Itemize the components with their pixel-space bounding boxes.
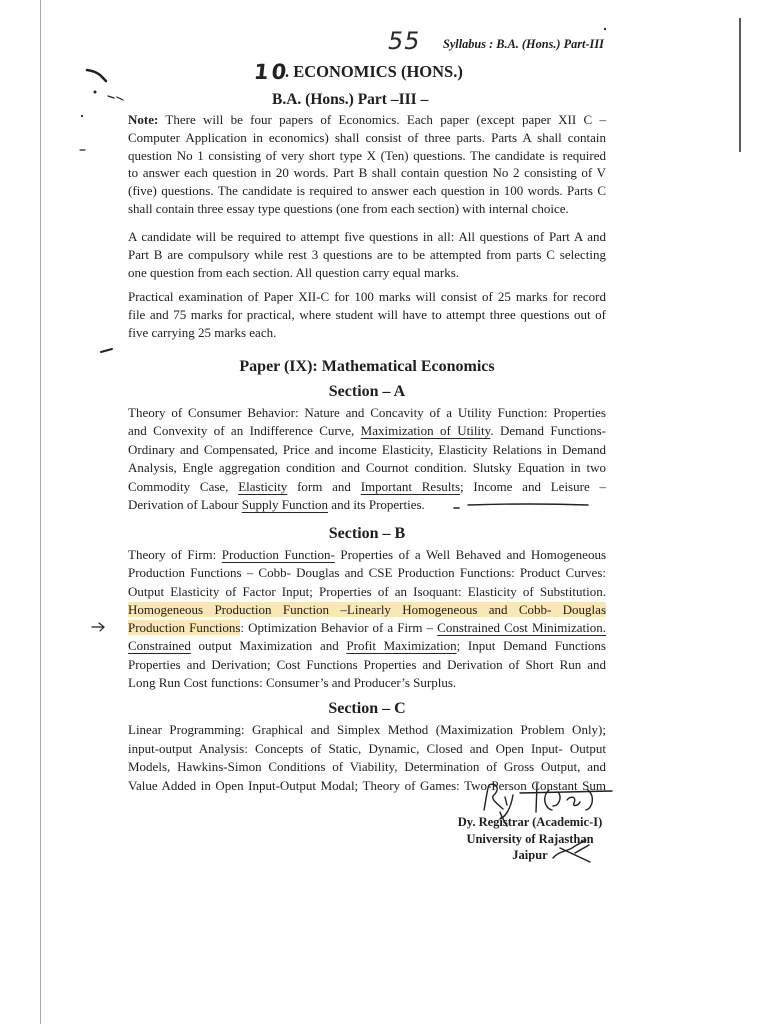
text-segment: input-output Analysis: Concepts of Static, Dynamic, Closed and Open Input- Output xyxy=(128,740,606,756)
pen-underlined-phrase: Important Results xyxy=(360,478,461,494)
text-line xyxy=(128,441,606,459)
text-line xyxy=(128,164,606,182)
document-title xyxy=(254,58,463,86)
section-a-body xyxy=(128,404,606,514)
practical-paragraph xyxy=(128,288,606,341)
text-segment: five carrying 25 marks each. xyxy=(128,324,277,340)
pen-dot xyxy=(604,28,606,30)
text-segment: Models, Hawkins-Simon Conditions of Viability, Determination of Gross Output, and xyxy=(128,759,606,775)
pen-underlined-phrase: Profit Maximization xyxy=(346,638,457,654)
text-segment: Computer Application in economics) shall consist of three parts. Parts A shall contain xyxy=(128,129,606,145)
section-a-heading: Section – A xyxy=(328,383,406,400)
handwritten-page-number: 55 xyxy=(385,27,424,55)
text-line xyxy=(128,129,606,147)
text-line xyxy=(128,288,606,306)
text-segment: one question from each section. All question carry equal marks. xyxy=(128,264,460,280)
text-segment: A candidate will be required to attempt five questions in all: All questions of Part A and xyxy=(128,229,606,244)
text-line xyxy=(128,496,606,514)
text-segment: Long Run Cost functions: Consumer’s and Producer’s Surplus. xyxy=(128,675,457,691)
text-line xyxy=(128,200,606,218)
text-segment: form and xyxy=(287,478,361,494)
text-line xyxy=(128,777,606,796)
text-segment: Linear Programming: Graphical and Simplex Method (Maximization Problem Only); xyxy=(128,722,606,737)
text-segment: Properties and Derivation; Cost Functions Properties and Derivation of Short Run and xyxy=(128,656,606,672)
highlighted-phrase: Homogeneous Production Function –Linearly Homogeneous and Cobb- Douglas xyxy=(128,601,606,617)
text-line xyxy=(128,546,606,564)
text-segment: Part B are compulsory while rest 3 questions are to be attempted from parts C selecting xyxy=(128,246,606,262)
text-segment: and Convexity of an Indifference Curve, xyxy=(128,423,361,439)
text-line xyxy=(128,478,606,496)
section-c-heading: Section – C xyxy=(328,700,406,717)
text-segment: Ordinary and Compensated, Price and income Elasticity, Elasticity Relations in Demand xyxy=(128,441,606,457)
signatory-block xyxy=(430,814,630,864)
text-segment: and its Properties. xyxy=(328,497,425,513)
highlighted-phrase: Production Functions xyxy=(128,620,241,636)
margin-arrow-mark xyxy=(92,623,104,631)
text-segment: There will be four papers of Economics. Each paper (except paper XII C – xyxy=(158,112,606,127)
text-segment: question No 1 consisting of very short type X (Ten) questions. The candidate is required xyxy=(128,147,606,163)
signatory-city: Jaipur xyxy=(512,848,548,862)
signature-stroke xyxy=(567,797,580,805)
running-title: Syllabus : B.A. (Hons.) Part-III xyxy=(443,37,604,51)
section-c-body xyxy=(128,721,606,795)
pen-underlined-phrase: Supply Function xyxy=(241,497,329,513)
text-line xyxy=(128,740,606,759)
text-segment: Derivation of Labour xyxy=(128,497,242,513)
text-segment: Practical examination of Paper XII-C for 100 marks will consist of 25 marks for record xyxy=(128,289,606,304)
text-line xyxy=(128,228,606,246)
handwritten-item-number: 10 xyxy=(252,60,291,84)
text-line xyxy=(128,637,606,655)
text-line xyxy=(128,324,606,342)
text-segment: Value Added in Open Input-Output Modal; Theory of Games: Two-Person Constant Sum xyxy=(128,777,606,793)
bold-label: Note: xyxy=(128,112,159,127)
text-line xyxy=(128,306,606,324)
text-segment: Production Functions – Cobb- Douglas and CSE Production Functions: Product Curves: xyxy=(128,565,606,581)
document-subtitle: B.A. (Hons.) Part –III – xyxy=(272,91,429,108)
margin-dash-mark xyxy=(108,96,123,100)
text-segment: Theory of Firm: xyxy=(128,547,222,562)
instructions-paragraph xyxy=(128,228,606,281)
text-line xyxy=(128,147,606,165)
text-segment: output Maximization and xyxy=(190,638,347,654)
text-segment: Analysis, Engle aggregation condition and Cournot condition. Slutsky Equation in two xyxy=(128,460,606,476)
section-b-heading: Section – B xyxy=(328,525,406,542)
text-segment: file and 75 marks for practical, where student will have to attempt three questions out of xyxy=(128,306,606,322)
margin-dot xyxy=(81,115,83,117)
pen-underlined-phrase: Elasticity xyxy=(238,478,288,494)
text-segment: : Optimization Behavior of a Firm – xyxy=(240,620,438,636)
signatory-designation: Dy. Registrar (Academic-I) xyxy=(457,815,603,829)
pen-underlined-phrase: Constrained xyxy=(128,638,191,654)
text-line xyxy=(128,583,606,601)
text-segment: Theory of Consumer Behavior: Nature and Concavity of a Utility Function: Properties xyxy=(128,405,606,420)
paper-title: Paper (IX): Mathematical Economics xyxy=(239,358,495,375)
pen-underlined-phrase: Constrained Cost Minimization. xyxy=(437,620,607,636)
text-line xyxy=(128,758,606,777)
text-line xyxy=(128,619,606,637)
margin-dash-mark xyxy=(101,349,112,352)
text-segment: ; Input Demand Functions xyxy=(456,638,606,654)
text-segment: ; Income and Leisure – xyxy=(460,478,606,494)
title-text: . ECONOMICS (HONS.) xyxy=(285,62,463,81)
margin-dot xyxy=(94,91,97,94)
text-segment: Output Elasticity of Factor Input; Properties of an Isoquant: Elasticity of Substitution. xyxy=(128,583,606,599)
signatory-institution: University of Rajasthan xyxy=(466,831,594,846)
text-segment: . Demand Functions- xyxy=(490,423,606,439)
text-segment: (five) questions. The candidate is required to answer each question in 100 words. Parts C xyxy=(128,183,606,199)
margin-marks xyxy=(80,70,123,631)
text-segment: shall contain three essay type questions (one from each section) with internal choice. xyxy=(128,200,569,216)
pen-underlined-phrase: Production Function- xyxy=(221,547,335,562)
text-line xyxy=(128,564,606,582)
section-b-body xyxy=(128,546,606,692)
text-line xyxy=(128,246,606,264)
text-line xyxy=(128,674,606,692)
text-line xyxy=(128,601,606,619)
margin-stroke-mark xyxy=(87,70,106,81)
text-segment: to answer each question in 20 words. Part B shall contain question No 2 consisting of V xyxy=(128,165,606,181)
text-line xyxy=(128,721,606,740)
text-line xyxy=(128,422,606,440)
text-line xyxy=(128,111,606,129)
text-line xyxy=(128,182,606,200)
pen-underlined-phrase: Maximization of Utility xyxy=(360,423,491,439)
text-segment: Commodity Case, xyxy=(128,478,239,494)
text-line xyxy=(128,656,606,674)
note-paragraph xyxy=(128,111,606,218)
text-line xyxy=(128,459,606,477)
text-line xyxy=(128,264,606,282)
text-segment: Properties of a Well Behaved and Homogeneous xyxy=(334,547,607,562)
text-line xyxy=(128,404,606,422)
